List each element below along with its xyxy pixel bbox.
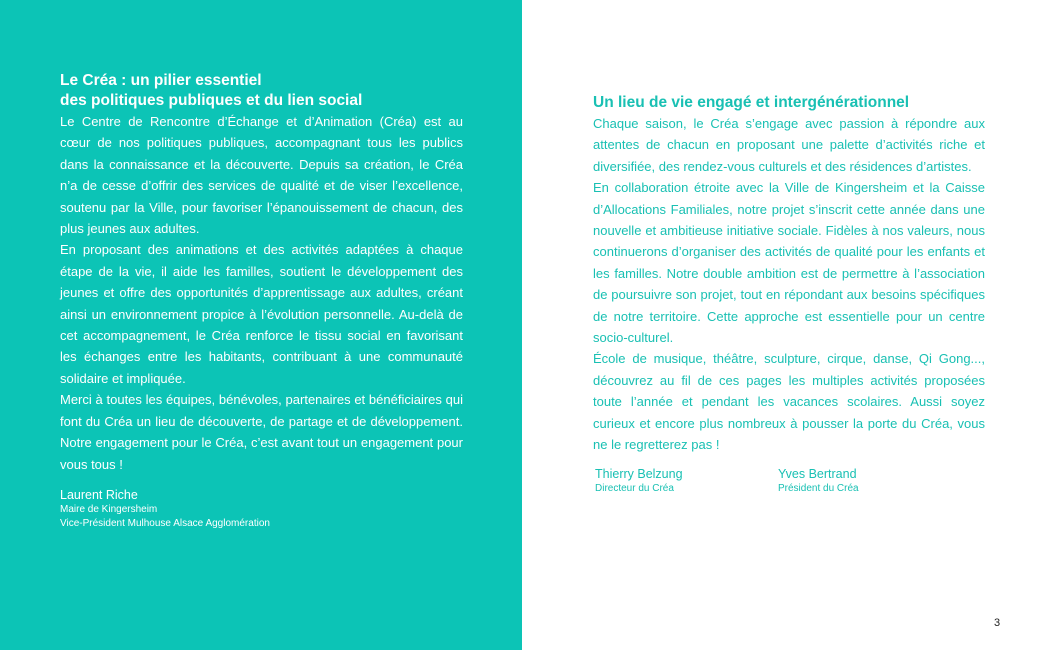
signature-name: Thierry Belzung [595,466,683,481]
left-title-line2: des politiques publiques et du lien social [60,92,363,109]
right-paragraph-2: En collaboration étroite avec la Ville de Kingersheim et la Caisse d’Allocations Familiales, notre projet s’inscrit cette année dans une nouvelle et ambitieuse initiative sociale. Fidèles à nos valeurs, nous continuerons d’organiser des activités de qualité pour les enfants et les familles. Notre double ambition est de permettre à l’association de poursuivre son projet, tout en répondant aux besoins spécifiques de notre territoire. Cette approche est essentielle pour un centre socio-culturel. [593,180,985,346]
right-signatures [593,466,985,496]
signature-block-director [595,466,778,496]
signature-block-president [778,466,961,496]
left-paragraph-2: En proposant des animations et des activités adaptées à chaque étape de la vie, il aide les familles, soutient le développement des jeunes et offre des opportunités d’apprentissage aux adultes, créant ainsi un environnement propice à l’évolution personnelle. Au-delà de cet accompagnement, le Créa renforce le tissu social en favorisant les échanges entre les habitants, contribuant à une communauté solidaire et impliquée. [60,242,463,386]
director-editorial [593,93,985,496]
right-paragraph-3: École de musique, théâtre, sculpture, cirque, danse, Qi Gong..., découvrez au fil de ces pages les multiples activités proposées toute l’année et pendant les vacances scolaires. Aussi soyez curieux et encore plus nombreux à pousser la porte du Créa, vous ne le regretterez pas ! [593,351,985,453]
signature-role: Président du Créa [778,482,859,494]
signature-name: Yves Bertrand [778,466,857,481]
left-paragraph-3: Merci à toutes les équipes, bénévoles, partenaires et bénéficiaires qui font du Créa un lieu de découverte, de partage et de développement. Notre engagement pour le Créa, c’est avant tout un engagement pour vous tous ! [60,392,463,472]
right-paragraph-1: Chaque saison, le Créa s’engage avec passion à répondre aux attentes de chacun en proposant une palette d’activités riche et diversifiée, des rendez-vous culturels et des résidences d’artistes. [593,116,985,174]
right-title: Un lieu de vie engagé et intergénérationnel [593,94,910,111]
signature-role-2: Vice-Président Mulhouse Alsace Agglomération [60,517,270,529]
left-title [60,71,463,111]
mayor-editorial [60,71,463,531]
page-number: 3 [994,617,1001,629]
signature-name: Laurent Riche [60,487,138,502]
mayor-signature [60,487,463,531]
signature-role-1: Maire de Kingersheim [60,503,158,515]
left-paragraph-1: Le Centre de Rencontre d’Échange et d’Animation (Créa) est au cœur de nos politiques publiques, accompagnant tous les publics dans la connaissance et la découverte. Depuis sa création, le Créa n’a de cesse d’offrir des services de qualité et de viser l’excellence, soutenu par la Ville, pour favoriser l’épanouissement de chacun, des plus jeunes aux adultes. [60,114,463,237]
signature-role: Directeur du Créa [595,482,674,494]
left-title-line1: Le Créa : un pilier essentiel [60,72,262,89]
